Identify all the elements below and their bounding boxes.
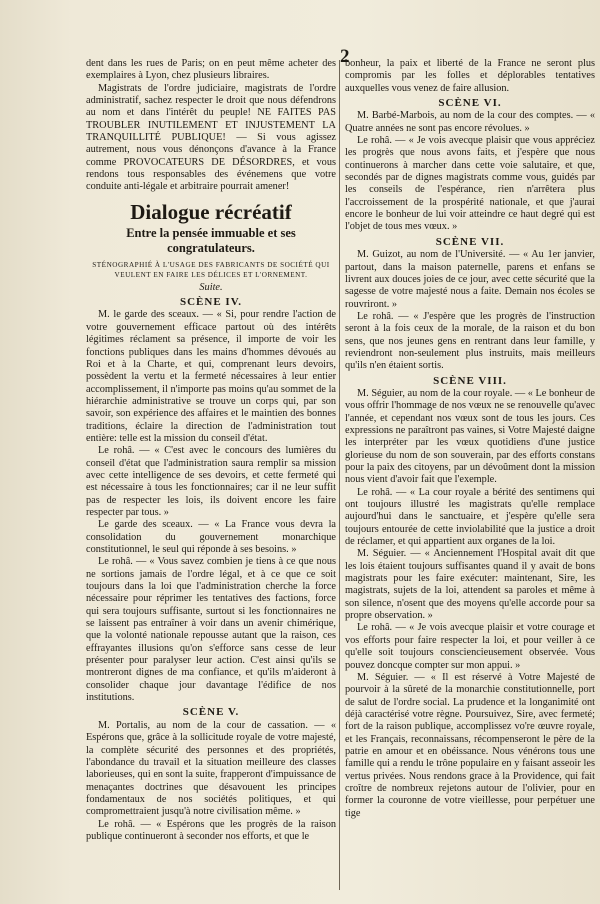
scene-heading: SCÈNE VI.: [438, 97, 502, 110]
dialogue-paragraph: M. Séguier. — « Il est réservé à Votre Majesté de pourvoir à la sûreté de la monarchie constitutionnelle, port de salut de l'ordre social. La prudence et la longanimité ont déjà caractérisé votre règne. Poursuivez, Sire, avec fermeté; fort de la raison publique, accomplissez vo're œuvre royale, et les Français, reconnaissans, récompenseront le père de la patrie en amour et en obéissance. Nous vénérons tous une famille qui a rendu le trône populaire en y faisant asseoir les vertus privées. Nous rendons grace à la Providence, qui fait croître de nombreux rejetons autour de l'olivier, pour en former la couronne de votre vieillesse, pour perpétuer une tige: [345, 671, 595, 819]
scene-heading: SCÈNE VIII.: [433, 374, 507, 387]
dialogue-paragraph: M. Séguier, au nom de la cour royale. — « Le bonheur de vous offrir l'hommage de nos vœux ne se renouvelle qu'avec l'année, et cependant nos vœux sont de tous les jours. Ces expressions ne paraîtront pas vaines, si Votre Majesté daigne les interpréter par les vœux quotidiens d'une justice glorieuse du nom de son souverain, par des efforts constans pour la paix des citoyens, par un dévoûment dont la mission nous vient d'avoir fait que l'exemple.: [345, 387, 595, 486]
scene-heading: SCÈNE VII.: [435, 235, 505, 248]
left-column: [86, 58, 336, 894]
dialogue-paragraph: M. Séguier. — « Anciennement l'Hospital avait dit que les lois étaient toujours suffisantes quand il y avait de bons magistrats pour les faire exécuter: maintenant, Sire, les magistrats, sujets de la loi, attendent sa paroles et même à son silence, n'osent que des moyens qu'elle accorde pour sa propre observation. »: [345, 548, 595, 622]
dialogue-paragraph: Le rohâ. — « Vous savez combien je tiens à ce que nous ne sortions jamais de l'ordre légal, et à ce que ce soit toujours dans la loi que l'administration cherche la force nécessaire pour réprimer les tentatives des factions, force qui sera toujours suffisante, surtout si les fonctionnaires ne se laissent pas entraîner à voir dans un avenir chimérique, que la volonté nationale repousse autant que la raison, ces effrayantes illusions qu'on s'efforce sans cesse de leur présenter pour paralyser leur action. C'est ainsi qu'ils se montreront dignes de ma confiance, et qu'ils m'aideront à consolider chaque jour davantage l'édifice de nos institutions.: [86, 556, 336, 704]
right-column: [345, 58, 595, 894]
dialogue-paragraph: Le rohâ. — « J'espère que les progrès de l'instruction seront à la fois ceux de la morale, de la raison et du bon sens, que nos jeunes gens en rentrant dans leur famille, y reviendront non-seulement plus instruits, mais meilleurs qu'ils n'en étaient sortis.: [345, 310, 595, 372]
article-title: Dialogue récréatif: [130, 199, 292, 224]
column-rule: [339, 60, 340, 890]
dialogue-paragraph: M. Portalis, au nom de la cour de cassation. — « Espérons que, grâce à la sollicitude royale de votre majesté, la complète sécurité des personnes et des propriétés, l'abondance du travail et la situation meilleure des classes laborieuses, qui en sont la suite, frapperont d'impuissance de menaçantes doctrines que désavouent les principes fondamentaux de nos sociétés politiques, et qui compromettraient jusqu'à notre civilisation même. »: [86, 719, 336, 818]
article-note: STÉNOGRAPHIÉ À L'USAGE DES FABRICANTS DE SOCIÉTÉ QUI VEULENT EN FAIRE LES DÉLICES ET L'ORNEMENT.: [92, 260, 330, 279]
dialogue-paragraph: Le rohâ. — « C'est avec le concours des lumières du conseil d'état que l'administration saura remplir sa mission avec cette intelligence de ses devoirs, et cette fermeté qui est nécessaire à tous les fonctionnaires; car il ne leur suffit pas de respecter les lois, ils doivent encore les faire respecter par tous. »: [86, 445, 336, 518]
dialogue-paragraph: Le rohâ. — « Je vois avecque plaisir et votre courage et vos efforts pour faire respecter la loi, et pour veiller à ce qu'elle soit toujours consciencieusement observée. Vous pouvez doncque compter sur mon appui. »: [345, 622, 595, 671]
paragraph: dent dans les rues de Paris; on en peut même acheter des exemplaires à Lyon, chez plusieurs libraires.: [86, 58, 336, 82]
dialogue-paragraph: Le rohâ. — « Je vois avecque plaisir que vous appréciez les progrès que nous avons faits, et j'espère que nous continuerons à marcher dans cette voie salutaire, et que, secondés par de dignes magistrats comme vous, guidés par les conseils de l'espérance, rien n'arrêtera plus l'accroissement de la prospérité nationale, et que j'aurai encore le bonheur de lui voir atteindre ce haut degré qui est l'objet de tous mes vœux. »: [345, 135, 595, 233]
dialogue-paragraph: Le garde des sceaux. — « La France vous devra la consolidation du gouvernement monarchique constitutionnel, le seul qui réponde à ses besoins. »: [86, 519, 336, 555]
dialogue-paragraph: M. Barbé-Marbois, au nom de la cour des comptes. — « Quatre années ne sont pas encore révolues. »: [345, 110, 595, 134]
page-number: 2: [340, 46, 350, 67]
scene-heading: SCÈNE IV.: [180, 296, 242, 309]
suite-label: Suite.: [199, 281, 223, 293]
article-subtitle: Entre la pensée immuable et ses congratulateurs.: [126, 225, 296, 255]
dialogue-paragraph: M. le garde des sceaux. — « Si, pour rendre l'action de votre gouvernement efficace partout où des intérêts légitimes réclament sa présence, il importe de voir les fonctions publiques dans les mains d'hommes dévoués au Roi et à la Charte, et qui, comprenant leurs devoirs, possèdent la vertu et la fermeté nécessaires à leur entier accomplissement, il n'importe pas moins qu'au sommet de la hiérarchie administrative se trouve un corps qui, par son savoir, son expérience des affaires et le maintien des bonnes traditions, éclaire la direction de l'administration tout entière: telle est la mission du conseil d'état.: [86, 309, 336, 444]
scene-heading: SCÈNE V.: [182, 706, 240, 719]
paragraph: Magistrats de l'ordre judiciaire, magistrats de l'ordre administratif, sachez respecter le droit que nous défendrons au nom et dans l'intérêt du peuple! NE FAITES PAS TROUBLER INUTILEMENT ET INJUSTEMENT LA TRANQUILLITÉ PUBLIQUE! — Si vous agissez autrement, nous vous dénonçons d'avance à la France comme PROVOCATEURS DE DÉSORDRES, et vous rendons tous responsables des événemens que votre conduite anti-légale et arbitraire pourrait amener!: [86, 82, 336, 193]
dialogue-paragraph: Le rohâ. — « Espérons que les progrès de la raison publique continueront à seconder nos efforts, et que le: [86, 818, 336, 842]
dialogue-paragraph: Le rohâ. — « La cour royale a bérité des sentimens qui ont toujours illustré les magistrats qu'elle remplace aujourd'hui dans le sanctuaire, et j'espère qu'elle sera toujours entourée de cette inviolabilité que la justice a droit de réclamer, et qui appartient aux organes de la loi.: [345, 486, 595, 548]
paragraph: bonheur, la paix et liberté de la France ne seront plus compromis par les folles et déplorables tentatives auxquelles vous venez de faire allusion.: [345, 58, 595, 94]
dialogue-paragraph: M. Guizot, au nom de l'Université. — « Au 1er janvier, partout, dans la maison paternelle, parens et enfans se livrent aux douces joies de ce jour, avec cette sécurité que la sagesse de votre majesté nous a faite. Demain nos écoles se rouvriront. »: [345, 249, 595, 310]
